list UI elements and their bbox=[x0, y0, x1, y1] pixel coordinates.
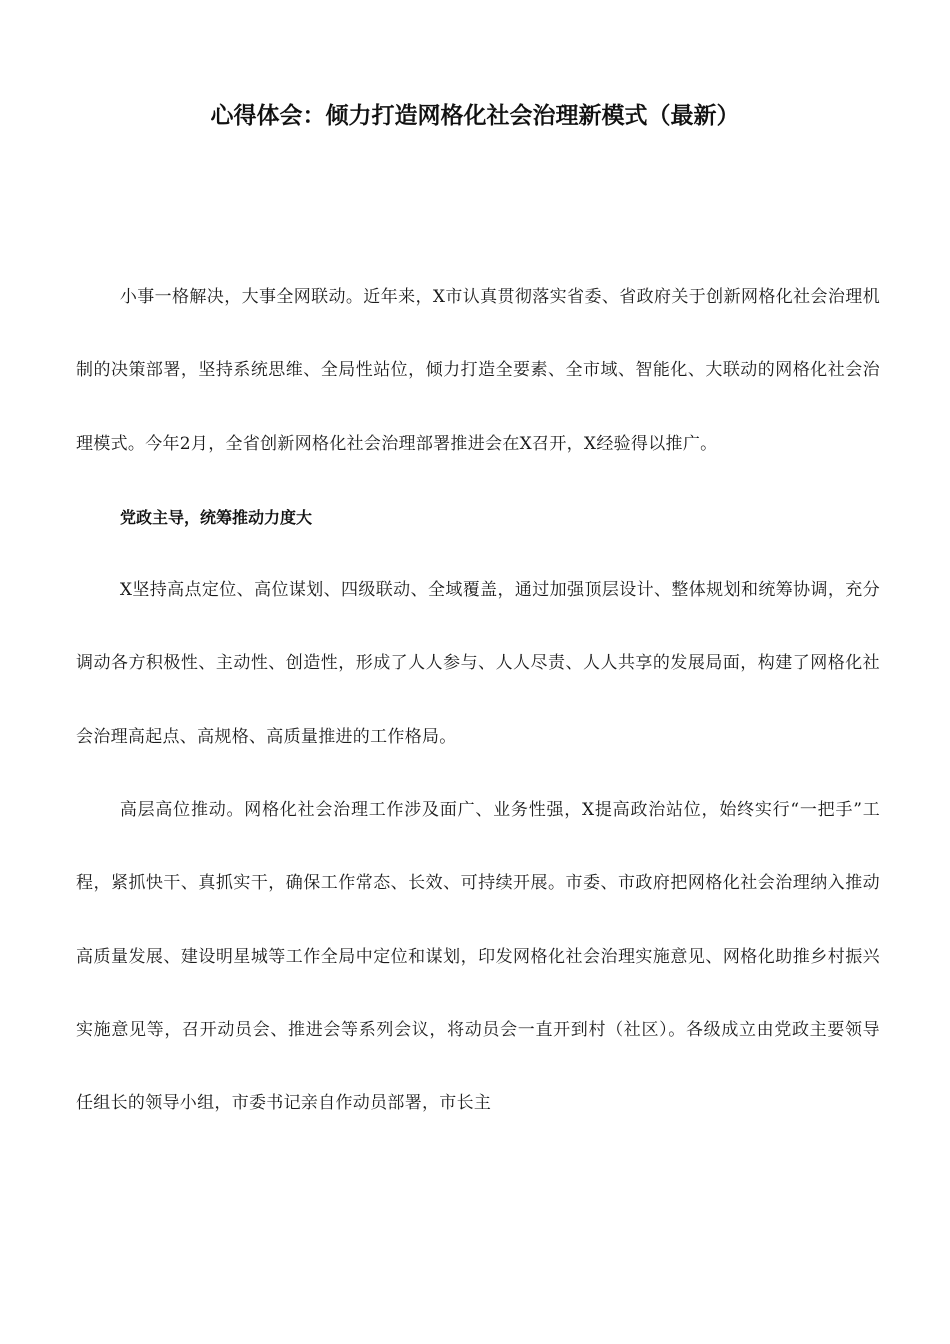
paragraph-intro: 小事一格解决，大事全网联动。近年来，X市认真贯彻落实省委、省政府关于创新网格化社会治理机制的决策部署，坚持系统思维、全局性站位，倾力打造全要素、全市域、智能化、大联动的网格化社会治理模式。今年2月，全省创新网格化社会治理部署推进会在X召开，X经验得以推广。 bbox=[76, 287, 880, 454]
paragraph-high-level-push: 高层高位推动。网格化社会治理工作涉及面广、业务性强，X提高政治站位，始终实行“一把手”工程，紧抓快干、真抓实干，确保工作常态、长效、可持续开展。市委、市政府把网格化社会治理纳入推动高质量发展、建设明星城等工作全局中定位和谋划，印发网格化社会治理实施意见、网格化助推乡村振兴实施意见等，召开动员会、推进会等系列会议，将动员会一直开到村（社区）。各级成立由党政主要领导任组长的领导小组，市委书记亲自作动员部署，市长主 bbox=[76, 800, 880, 1114]
section-heading: 党政主导，统筹推动力度大 bbox=[120, 507, 313, 527]
paragraph-overview: X坚持高点定位、高位谋划、四级联动、全域覆盖，通过加强顶层设计、整体规划和统筹协调，充分调动各方积极性、主动性、创造性，形成了人人参与、人人尽责、人人共享的发展局面，构建了网格化社会治理高起点、高规格、高质量推进的工作格局。 bbox=[76, 580, 880, 747]
document-title: 心得体会：倾力打造网格化社会治理新模式（最新） bbox=[210, 103, 740, 129]
document-body bbox=[76, 261, 880, 1141]
